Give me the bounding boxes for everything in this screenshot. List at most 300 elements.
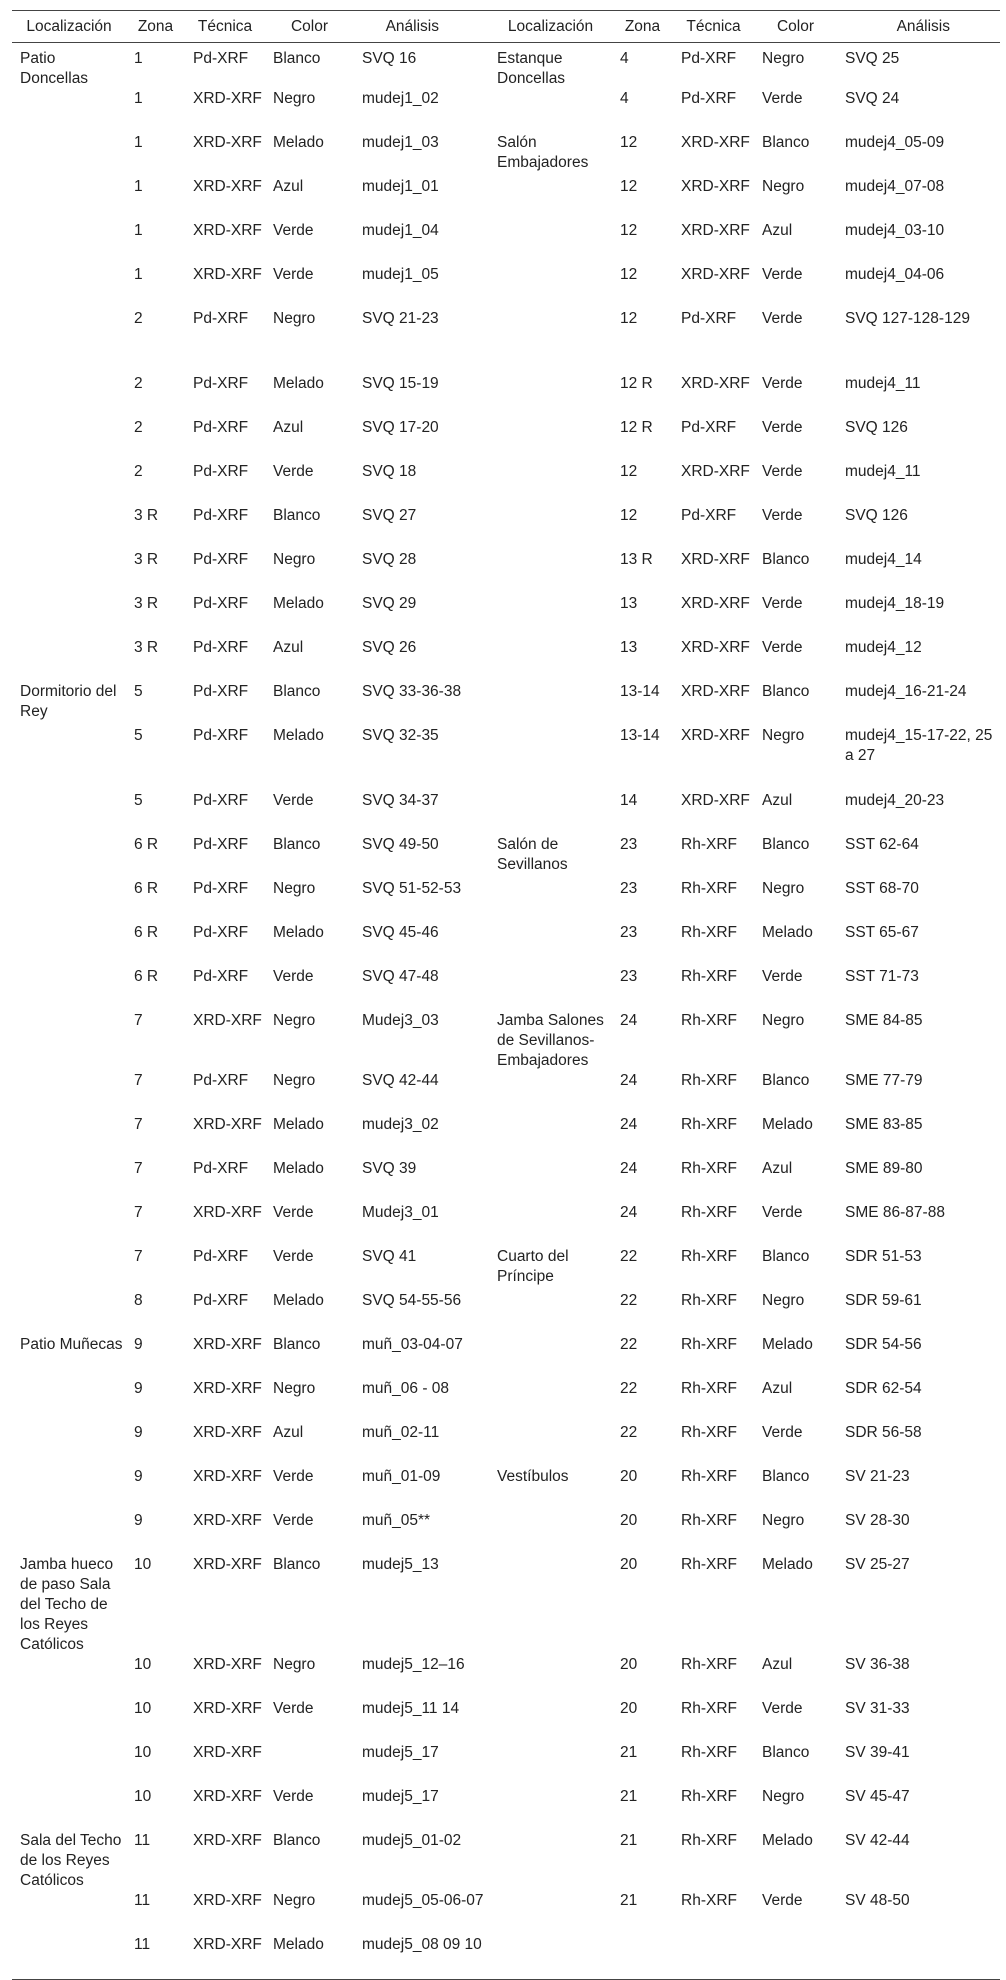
table-row — [12, 89, 1000, 133]
cell-zona: 1 — [134, 90, 143, 107]
cell-tecnica-2: Pd-XRF — [681, 50, 737, 67]
cell-localizacion-2 — [489, 1159, 612, 1203]
cell-analisis-2: SVQ 126 — [845, 507, 908, 524]
cell-localizacion-2 — [489, 1555, 612, 1655]
cell-tecnica-2: Rh-XRF — [681, 1700, 737, 1717]
cell-localizacion-2 — [489, 1071, 612, 1115]
cell-zona: 7 — [134, 1160, 143, 1177]
cell-tecnica-2: Pd-XRF — [681, 419, 737, 436]
cell-zona: 1 — [134, 222, 143, 239]
cell-localizacion — [12, 1743, 126, 1787]
cell-color: Verde — [273, 1468, 314, 1485]
cell-tecnica-2: XRD-XRF — [681, 178, 750, 195]
cell-tecnica-2: Rh-XRF — [681, 1072, 737, 1089]
cell-tecnica-2: Rh-XRF — [681, 924, 737, 941]
table-row — [12, 1247, 1000, 1291]
cell-color: Negro — [273, 551, 316, 568]
cell-zona-2: 20 — [620, 1656, 638, 1673]
cell-localizacion: Patio Muñecas — [20, 1336, 123, 1353]
cell-zona-2: 4 — [620, 90, 629, 107]
table-row — [12, 133, 1000, 177]
cell-localizacion-2 — [489, 1935, 612, 1979]
cell-zona-2: 22 — [620, 1424, 638, 1441]
header-analisis: Análisis — [354, 11, 489, 43]
table-row — [12, 791, 1000, 835]
cell-localizacion — [12, 462, 126, 506]
cell-zona: 9 — [134, 1380, 143, 1397]
cell-analisis: mudej5_08 09 10 — [354, 1935, 489, 1979]
cell-zona-2: 22 — [620, 1292, 638, 1309]
cell-zona: 11 — [134, 1892, 151, 1909]
cell-color: Verde — [273, 463, 314, 480]
cell-color: Blanco — [273, 1832, 321, 1849]
cell-zona-2: 4 — [620, 50, 629, 67]
cell-color-2: Verde — [762, 595, 803, 612]
cell-analisis: mudej5_13 — [362, 1556, 439, 1573]
cell-localizacion-2 — [489, 265, 612, 309]
table-row — [12, 1115, 1000, 1159]
cell-localizacion-2 — [489, 967, 612, 1011]
cell-localizacion — [12, 177, 126, 221]
cell-color: Negro — [273, 310, 316, 327]
cell-analisis: muñ_01-09 — [362, 1468, 441, 1485]
cell-color-2: Negro — [762, 50, 805, 67]
cell-color: Negro — [273, 1012, 316, 1029]
cell-color: Blanco — [273, 683, 321, 700]
table-row — [12, 1335, 1000, 1379]
cell-color-2: Melado — [762, 1116, 813, 1133]
cell-color-2: Blanco — [762, 683, 810, 700]
cell-localizacion-2: Salón de Sevillanos — [497, 836, 568, 873]
cell-zona-2: 14 — [620, 792, 638, 809]
cell-localizacion — [12, 967, 126, 1011]
cell-localizacion-2 — [489, 418, 612, 462]
table-row — [12, 967, 1000, 1011]
table-row — [12, 1159, 1000, 1203]
cell-zona: 3 R — [134, 551, 159, 568]
cell-analisis: mudej1_01 — [362, 178, 439, 195]
cell-zona: 11 — [126, 1935, 185, 1979]
cell-zona-2: 13-14 — [620, 727, 660, 744]
cell-localizacion-2 — [489, 1655, 612, 1699]
cell-analisis: SVQ 49-50 — [362, 836, 439, 853]
cell-zona-2: 21 — [620, 1744, 638, 1761]
cell-zona-2: 13 — [620, 595, 638, 612]
cell-zona-2: 13-14 — [620, 683, 660, 700]
cell-localizacion — [12, 594, 126, 638]
cell-localizacion-2 — [489, 1743, 612, 1787]
cell-analisis-2: SV 21-23 — [845, 1468, 910, 1485]
cell-zona: 1 — [134, 50, 143, 67]
cell-localizacion — [12, 923, 126, 967]
cell-tecnica: XRD-XRF — [193, 1892, 262, 1909]
cell-tecnica-2: XRD-XRF — [681, 134, 750, 151]
cell-color-2: Negro — [762, 727, 805, 744]
cell-zona: 2 — [134, 310, 143, 327]
header-tecnica: Técnica — [185, 11, 265, 43]
cell-localizacion-2 — [489, 1511, 612, 1555]
cell-tecnica: XRD-XRF — [193, 90, 262, 107]
cell-localizacion-2 — [489, 923, 612, 967]
cell-localizacion — [12, 879, 126, 923]
cell-tecnica-2: Rh-XRF — [681, 1248, 737, 1265]
cell-analisis: SVQ 54-55-56 — [362, 1292, 462, 1309]
cell-tecnica: XRD-XRF — [193, 134, 262, 151]
table-body — [12, 43, 1000, 1980]
cell-color: Verde — [273, 1248, 314, 1265]
cell-analisis-2: SV 45-47 — [845, 1788, 910, 1805]
cell-color: Negro — [273, 880, 316, 897]
cell-analisis: SVQ 26 — [362, 639, 417, 656]
cell-tecnica-2: XRD-XRF — [681, 595, 750, 612]
cell-analisis-2: SST 68-70 — [845, 880, 919, 897]
cell-analisis-2: SV 48-50 — [845, 1892, 910, 1909]
cell-analisis: mudej5_05-06-07 — [362, 1892, 484, 1909]
cell-color: Verde — [273, 266, 314, 283]
cell-color: Melado — [273, 924, 324, 941]
cell-color-2: Melado — [762, 1336, 813, 1353]
cell-tecnica-2: Rh-XRF — [681, 1556, 737, 1573]
cell-color-2: Negro — [762, 1512, 805, 1529]
cell-analisis-2: mudej4_11 — [845, 463, 921, 480]
cell-color-2: Verde — [762, 1892, 803, 1909]
cell-localizacion — [12, 309, 126, 374]
cell-color-2: Blanco — [762, 134, 810, 151]
table-row — [12, 1379, 1000, 1423]
cell-tecnica-2: Rh-XRF — [681, 1424, 737, 1441]
cell-analisis-2: mudej4_18-19 — [845, 595, 945, 612]
cell-analisis-2: SST 65-67 — [845, 924, 919, 941]
cell-localizacion-2 — [489, 1891, 612, 1935]
cell-tecnica: XRD-XRF — [193, 1512, 262, 1529]
cell-color: Blanco — [273, 836, 321, 853]
cell-tecnica-2: XRD-XRF — [681, 792, 750, 809]
table-row — [12, 726, 1000, 791]
cell-localizacion-2: Jamba Salones de Sevillanos-Embajadores — [497, 1012, 604, 1069]
cell-analisis: mudej5_01-02 — [362, 1832, 462, 1849]
cell-color: Blanco — [273, 1556, 321, 1573]
table-row — [12, 1555, 1000, 1655]
cell-localizacion-2: Cuarto del Príncipe — [497, 1248, 569, 1285]
cell-localizacion-2 — [489, 550, 612, 594]
cell-analisis-2: mudej4_05-09 — [845, 134, 945, 151]
cell-color-2: Azul — [762, 1656, 793, 1673]
cell-zona-2: 12 — [620, 222, 638, 239]
cell-analisis: mudej3_02 — [362, 1116, 439, 1133]
cell-localizacion-2: Vestíbulos — [497, 1468, 569, 1485]
cell-tecnica: XRD-XRF — [193, 222, 262, 239]
cell-zona: 10 — [134, 1744, 152, 1761]
cell-localizacion-2 — [489, 89, 612, 133]
table-row — [12, 1831, 1000, 1891]
table-row — [12, 594, 1000, 638]
cell-color-2: Azul — [762, 792, 793, 809]
cell-zona-2: 23 — [620, 836, 638, 853]
cell-localizacion — [12, 1379, 126, 1423]
cell-tecnica-2: Rh-XRF — [681, 1656, 737, 1673]
cell-zona-2: 22 — [620, 1336, 638, 1353]
header-color: Color — [265, 11, 354, 43]
cell-tecnica: Pd-XRF — [193, 792, 249, 809]
cell-localizacion — [12, 1511, 126, 1555]
cell-localizacion: Sala del Techo de los Reyes Católicos — [20, 1832, 122, 1889]
cell-tecnica: XRD-XRF — [193, 1424, 262, 1441]
cell-color: Verde — [273, 968, 314, 985]
cell-analisis: SVQ 32-35 — [362, 727, 439, 744]
cell-analisis-2: SST 71-73 — [845, 968, 919, 985]
cell-color-2: Verde — [762, 90, 803, 107]
cell-color-2: Blanco — [762, 1468, 810, 1485]
cell-color-2: Verde — [762, 507, 803, 524]
table-row — [12, 835, 1000, 879]
cell-localizacion-2 — [489, 594, 612, 638]
cell-localizacion — [12, 835, 126, 879]
cell-tecnica: Pd-XRF — [193, 50, 249, 67]
cell-localizacion-2 — [489, 1335, 612, 1379]
cell-analisis: SVQ 33-36-38 — [362, 683, 462, 700]
cell-tecnica: Pd-XRF — [193, 1292, 249, 1309]
cell-color-2: Azul — [762, 1160, 793, 1177]
cell-localizacion — [12, 89, 126, 133]
cell-tecnica-2: XRD-XRF — [681, 551, 750, 568]
cell-tecnica-2: Rh-XRF — [681, 1892, 737, 1909]
table-row — [12, 879, 1000, 923]
table-row — [12, 177, 1000, 221]
cell-color: Melado — [273, 1292, 324, 1309]
cell-analisis: mudej5_11 14 — [362, 1700, 460, 1717]
cell-analisis-2: SME 86-87-88 — [845, 1204, 945, 1221]
cell-zona: 10 — [134, 1700, 152, 1717]
cell-color-2: Verde — [762, 375, 803, 392]
table-row — [12, 374, 1000, 418]
cell-color-2: Blanco — [762, 1072, 810, 1089]
cell-color: Melado — [265, 1935, 354, 1979]
cell-localizacion-2 — [489, 1291, 612, 1335]
cell-tecnica-2: Rh-XRF — [681, 1012, 737, 1029]
cell-localizacion — [12, 550, 126, 594]
cell-zona: 1 — [134, 266, 143, 283]
cell-zona-2: 24 — [620, 1204, 638, 1221]
cell-analisis-2: SME 89-80 — [845, 1160, 923, 1177]
cell-analisis-2: SV 28-30 — [845, 1512, 910, 1529]
cell-zona: 2 — [134, 375, 143, 392]
table-row — [12, 638, 1000, 682]
cell-zona: 3 R — [134, 507, 159, 524]
cell-tecnica: Pd-XRF — [193, 1248, 249, 1265]
cell-tecnica-2: Pd-XRF — [681, 90, 737, 107]
cell-localizacion — [12, 1787, 126, 1831]
cell-tecnica: XRD-XRF — [193, 1832, 262, 1849]
cell-localizacion — [12, 1203, 126, 1247]
cell-color-2: Verde — [762, 1204, 803, 1221]
header-color-2: Color — [754, 11, 837, 43]
cell-zona: 6 R — [134, 880, 159, 897]
cell-zona-2: 21 — [620, 1832, 638, 1849]
cell-color-2: Blanco — [762, 1744, 810, 1761]
table-row — [12, 462, 1000, 506]
header-localizacion: Localización — [12, 11, 126, 43]
table-row — [12, 1743, 1000, 1787]
table-row — [12, 1467, 1000, 1511]
cell-localizacion — [12, 791, 126, 835]
cell-analisis-2: SME 83-85 — [845, 1116, 923, 1133]
cell-tecnica-2: Rh-XRF — [681, 1468, 737, 1485]
cell-analisis: SVQ 15-19 — [362, 375, 439, 392]
cell-tecnica: Pd-XRF — [193, 880, 249, 897]
cell-analisis: SVQ 27 — [362, 507, 417, 524]
cell-localizacion-2 — [489, 506, 612, 550]
cell-zona: 5 — [134, 792, 143, 809]
cell-localizacion — [12, 1291, 126, 1335]
cell-zona-2: 12 — [620, 463, 638, 480]
cell-analisis-2: mudej4_03-10 — [845, 222, 945, 239]
cell-color: Melado — [273, 134, 324, 151]
cell-analisis-2: mudej4_15-17-22, 25 a 27 — [845, 727, 993, 764]
cell-tecnica: Pd-XRF — [193, 1072, 249, 1089]
cell-zona: 7 — [134, 1116, 143, 1133]
cell-tecnica: Pd-XRF — [193, 375, 249, 392]
cell-tecnica-2: Rh-XRF — [681, 1512, 737, 1529]
cell-zona: 9 — [134, 1512, 143, 1529]
cell-analisis: SVQ 18 — [362, 463, 417, 480]
cell-localizacion — [12, 418, 126, 462]
cell-color: Azul — [273, 639, 304, 656]
table-row — [12, 1699, 1000, 1743]
cell-tecnica: Pd-XRF — [193, 924, 249, 941]
cell-analisis-2: SDR 56-58 — [845, 1424, 922, 1441]
cell-zona: 3 R — [134, 639, 159, 656]
cell-color: Verde — [273, 222, 314, 239]
cell-color: Verde — [273, 792, 314, 809]
table-header-row — [12, 11, 1000, 43]
cell-analisis-2: mudej4_07-08 — [845, 178, 945, 195]
cell-zona-2: 24 — [620, 1012, 638, 1029]
cell-tecnica: Pd-XRF — [193, 968, 249, 985]
cell-color: Verde — [273, 1512, 314, 1529]
table-row — [12, 1935, 1000, 1979]
cell-analisis-2: SVQ 126 — [845, 419, 908, 436]
cell-tecnica: Pd-XRF — [193, 683, 249, 700]
cell-tecnica: XRD-XRF — [193, 178, 262, 195]
cell-analisis-2: SV 42-44 — [845, 1832, 910, 1849]
table-row — [12, 1787, 1000, 1831]
cell-analisis: mudej5_17 — [362, 1788, 439, 1805]
cell-tecnica: XRD-XRF — [193, 1012, 262, 1029]
cell-zona-2: 12 — [620, 266, 638, 283]
cell-color: Melado — [273, 375, 324, 392]
cell-zona-2: 22 — [620, 1248, 638, 1265]
cell-analisis-2: mudej4_16-21-24 — [845, 683, 967, 700]
cell-tecnica-2: Rh-XRF — [681, 968, 737, 985]
cell-zona-2: 21 — [620, 1892, 638, 1909]
cell-localizacion — [12, 638, 126, 682]
cell-tecnica-2: Rh-XRF — [681, 1116, 737, 1133]
cell-analisis: mudej1_02 — [362, 90, 439, 107]
cell-localizacion — [12, 1159, 126, 1203]
cell-analisis: SVQ 34-37 — [362, 792, 439, 809]
cell-localizacion — [12, 1423, 126, 1467]
cell-zona: 11 — [134, 1832, 151, 1849]
cell-color: Melado — [273, 1116, 324, 1133]
cell-tecnica-2: Rh-XRF — [681, 1744, 737, 1761]
table-row — [12, 1071, 1000, 1115]
cell-color-2: Melado — [762, 924, 813, 941]
cell-zona: 1 — [134, 134, 143, 151]
cell-analisis: SVQ 28 — [362, 551, 417, 568]
header-tecnica-2: Técnica — [673, 11, 754, 43]
cell-color-2: Verde — [762, 266, 803, 283]
table-row — [12, 309, 1000, 374]
cell-analisis: mudej5_12–16 — [362, 1656, 465, 1673]
cell-localizacion-2 — [489, 791, 612, 835]
table-row — [12, 1011, 1000, 1071]
cell-color-2: Melado — [762, 1832, 813, 1849]
cell-color-2: Azul — [762, 1380, 793, 1397]
cell-analisis-2: mudej4_11 — [845, 375, 921, 392]
cell-tecnica-2: Rh-XRF — [681, 1204, 737, 1221]
cell-tecnica: XRD-XRF — [193, 1744, 262, 1761]
cell-color: Melado — [273, 595, 324, 612]
cell-zona-2 — [612, 1935, 673, 1979]
cell-localizacion — [12, 1247, 126, 1291]
cell-zona: 9 — [134, 1468, 143, 1485]
table-row — [12, 1203, 1000, 1247]
cell-analisis-2: SV 25-27 — [845, 1556, 910, 1573]
cell-localizacion-2 — [489, 879, 612, 923]
cell-analisis: mudej1_05 — [362, 266, 439, 283]
cell-zona-2: 23 — [620, 924, 638, 941]
cell-color-2: Blanco — [762, 836, 810, 853]
cell-zona: 7 — [134, 1012, 143, 1029]
cell-zona: 5 — [134, 727, 143, 744]
cell-color: Negro — [273, 1656, 316, 1673]
table-row — [12, 506, 1000, 550]
cell-tecnica-2: XRD-XRF — [681, 222, 750, 239]
cell-localizacion: Patio Doncellas — [20, 50, 89, 87]
cell-analisis-2: SVQ 24 — [845, 90, 900, 107]
cell-tecnica-2: Rh-XRF — [681, 880, 737, 897]
cell-zona: 9 — [134, 1424, 143, 1441]
cell-localizacion — [12, 1115, 126, 1159]
cell-color: Negro — [273, 1380, 316, 1397]
cell-tecnica: XRD-XRF — [193, 1116, 262, 1133]
cell-localizacion — [12, 1655, 126, 1699]
cell-tecnica-2: XRD-XRF — [681, 639, 750, 656]
cell-color: Melado — [273, 1160, 324, 1177]
cell-color: Melado — [273, 727, 324, 744]
table-row — [12, 1291, 1000, 1335]
cell-tecnica: Pd-XRF — [193, 507, 249, 524]
cell-color-2: Negro — [762, 1292, 805, 1309]
table-row — [12, 1655, 1000, 1699]
cell-tecnica-2: XRD-XRF — [681, 375, 750, 392]
cell-localizacion-2 — [489, 638, 612, 682]
table-row — [12, 1511, 1000, 1555]
cell-analisis-2: SME 77-79 — [845, 1072, 923, 1089]
cell-analisis-2: SV 39-41 — [845, 1744, 910, 1761]
cell-color-2: Negro — [762, 178, 805, 195]
cell-localizacion-2 — [489, 462, 612, 506]
cell-localizacion-2 — [489, 1831, 612, 1891]
cell-color-2: Verde — [762, 639, 803, 656]
cell-zona-2: 23 — [620, 968, 638, 985]
cell-zona: 10 — [134, 1788, 152, 1805]
cell-analisis: mudej5_17 — [362, 1744, 439, 1761]
cell-tecnica-2: XRD-XRF — [681, 463, 750, 480]
cell-zona-2: 13 R — [620, 551, 653, 568]
cell-zona-2: 12 R — [620, 419, 653, 436]
cell-tecnica: XRD-XRF — [185, 1935, 265, 1979]
